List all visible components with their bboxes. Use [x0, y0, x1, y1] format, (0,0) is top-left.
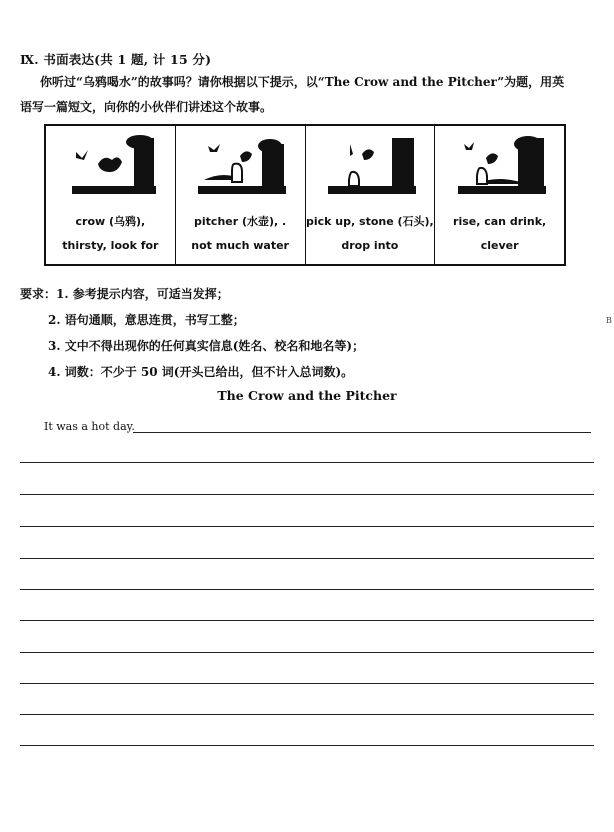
- prompt-2-line-2: not much water: [191, 239, 289, 252]
- writing-line[interactable]: [20, 652, 594, 653]
- prompt-1-line-2: thirsty, look for: [62, 239, 159, 252]
- crow-drinks-illustration: [452, 134, 548, 204]
- writing-line[interactable]: [20, 620, 594, 621]
- writing-line[interactable]: [20, 494, 594, 495]
- writing-line[interactable]: [20, 462, 594, 463]
- prompt-panel-2: [176, 126, 306, 264]
- prompt-3-line-2: drop into: [341, 239, 399, 252]
- picture-prompt-table: [44, 124, 566, 266]
- essay-opening: It was a hot day.: [44, 420, 135, 433]
- writing-line[interactable]: [20, 683, 594, 684]
- requirement-1: 要求：1. 参考提示内容，可适当发挥；: [20, 287, 229, 301]
- prompt-panel-1: [46, 126, 176, 264]
- requirement-4: 4. 词数：不少于 50 词(开头已给出，但不计入总词数)。: [48, 365, 354, 379]
- margin-mark: B: [606, 316, 612, 325]
- prompt-2-line-1: pitcher (水壶), .: [194, 215, 287, 228]
- prompt-panel-3: [306, 126, 436, 264]
- instruction-line-2: 语写一篇短文，向你的小伙伴们讲述这个故事。: [20, 100, 273, 114]
- crow-pitcher-illustration: [192, 134, 288, 204]
- requirement-2: 2. 语句通顺，意思连贯，书写工整；: [48, 313, 245, 327]
- instruction-line-1: 你听过“乌鸦喝水”的故事吗？请你根据以下提示，以“The Crow and the Pitcher”为题，用英: [40, 75, 565, 89]
- writing-line[interactable]: [20, 558, 594, 559]
- writing-line[interactable]: [20, 589, 594, 590]
- prompt-1-line-1: crow (乌鸦),: [75, 215, 146, 228]
- requirements: [20, 281, 364, 385]
- prompt-4-line-2: clever: [480, 239, 519, 252]
- essay-title: The Crow and the Pitcher: [217, 388, 397, 403]
- prompt-3-line-1: pick up, stone (石头),: [306, 215, 434, 228]
- section-heading: Ⅸ. 书面表达(共 1 题, 计 15 分): [20, 52, 212, 67]
- writing-line-first[interactable]: [133, 432, 591, 433]
- crow-stones-illustration: [322, 134, 418, 204]
- writing-line[interactable]: [20, 745, 594, 746]
- crow-thirsty-illustration: [62, 134, 158, 204]
- requirement-3: 3. 文中不得出现你的任何真实信息(姓名、校名和地名等)；: [48, 339, 365, 353]
- writing-line[interactable]: [20, 714, 594, 715]
- prompt-4-line-1: rise, can drink,: [453, 215, 547, 228]
- writing-line[interactable]: [20, 526, 594, 527]
- prompt-panel-4: [435, 126, 564, 264]
